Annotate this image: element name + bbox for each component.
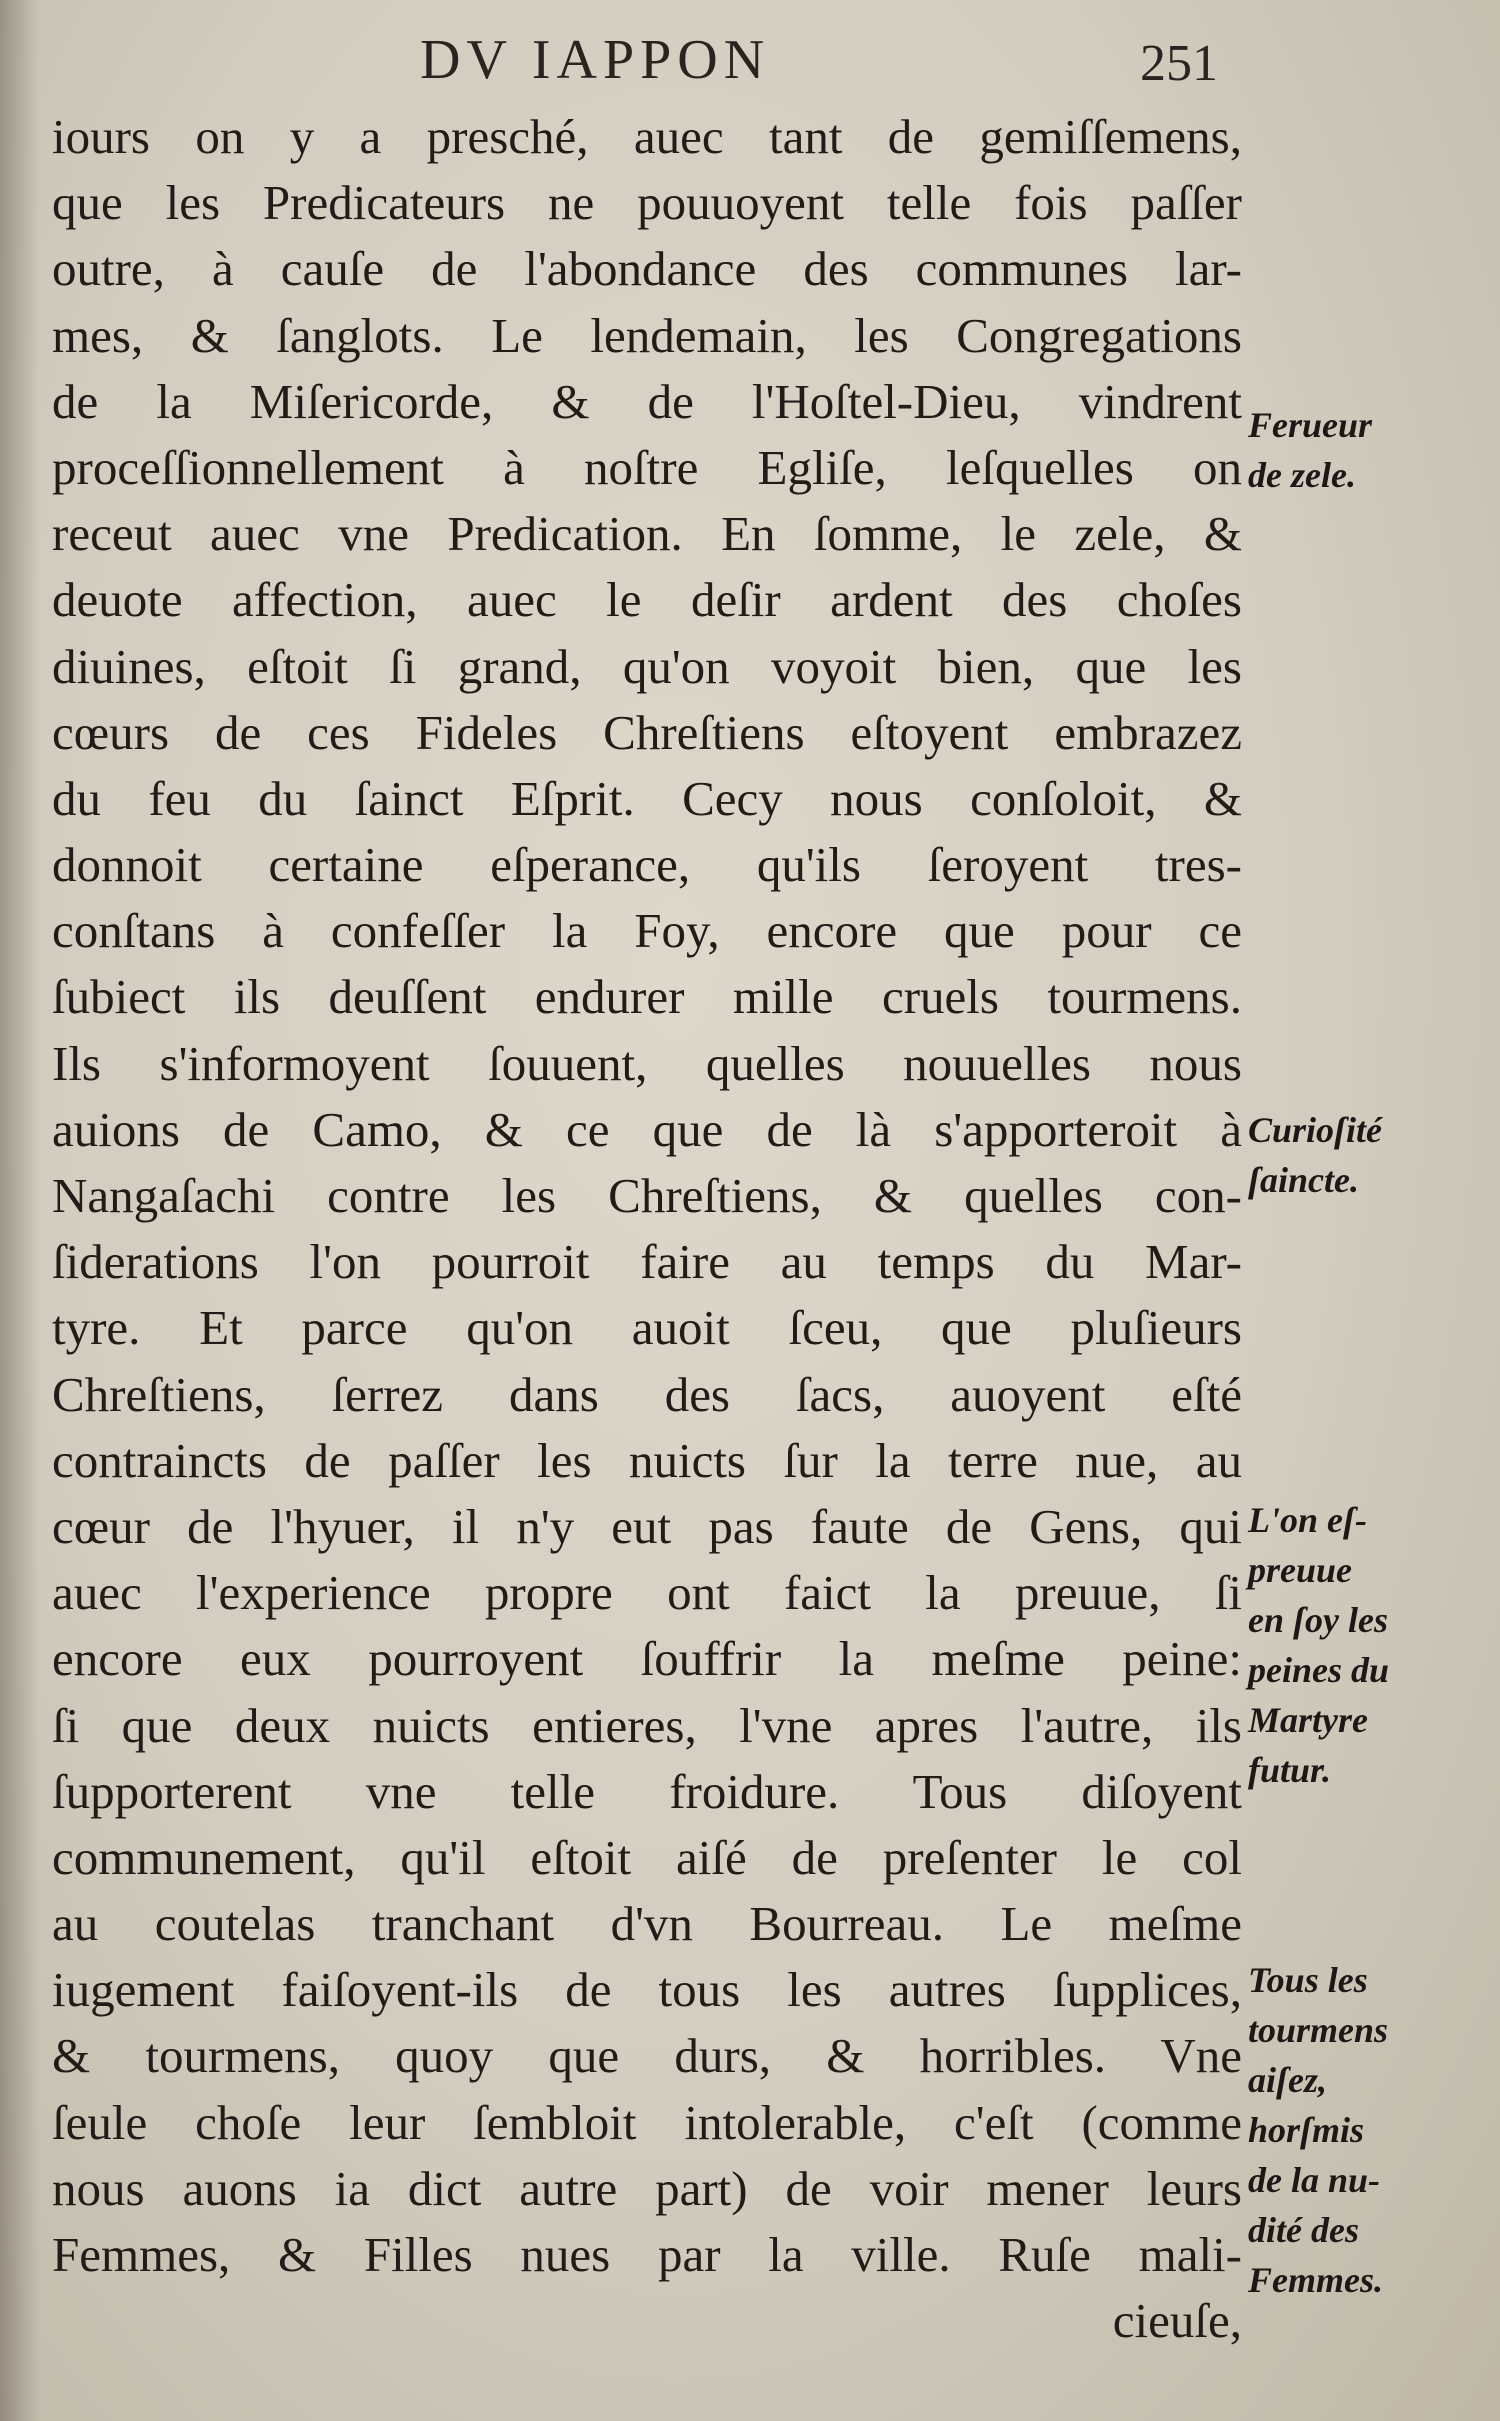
margin-note-line: dité des [1248, 2210, 1359, 2250]
margin-note-line: futur. [1248, 1750, 1332, 1790]
text-line: donnoit certaine eſperance, qu'ils ſeroyent tres- [52, 837, 1242, 893]
text-line: deuote affection, auec le deſir ardent des choſes [52, 572, 1242, 628]
margin-note-line: horſmis [1248, 2110, 1365, 2150]
text-line: tyre. Et parce qu'on auoit ſceu, que pluſieurs [52, 1300, 1242, 1356]
text-line: auions de Camo, & ce que de là s'apporteroit à [52, 1101, 1242, 1157]
text-line: du feu du ſainct Eſprit. Cecy nous conſoloit, & [52, 770, 1242, 826]
text-line: que les Predicateurs ne pouuoyent telle fois paſſer [52, 175, 1242, 231]
text-line: Femmes, & Filles nues par la ville. Ruſe mali- [52, 2227, 1242, 2282]
margin-note-line: Femmes. [1248, 2260, 1383, 2300]
page-header [0, 28, 1500, 108]
margin-note-line: Martyre [1248, 1700, 1368, 1740]
text-line: proceſſionnellement à noſtre Egliſe, leſquelles on [52, 439, 1242, 495]
page-edge-shadow [0, 0, 40, 2421]
text-line: iugement faiſoyent-ils de tous les autres ſupplices, [52, 1962, 1242, 2018]
text-line: cieuſe, [1112, 2293, 1242, 2349]
text-line: & tourmens, quoy que durs, & horribles. Vne [52, 2028, 1242, 2084]
text-line: de la Miſericorde, & de l'Hoſtel-Dieu, vindrent [52, 373, 1242, 429]
text-line: Chreſtiens, ſerrez dans des ſacs, auoyent eſté [52, 1366, 1242, 1422]
text-line: auec l'experience propre ont faict la preuue, ſi [52, 1565, 1242, 1621]
page-number: 251 [1140, 35, 1218, 92]
margin-note-line: de la nu- [1248, 2160, 1381, 2200]
body-text [52, 104, 1242, 2354]
text-line: outre, à cauſe de l'abondance des communes lar- [52, 241, 1242, 297]
text-line: iours on y a presché, auec tant de gemiſſemens, [52, 109, 1242, 164]
margin-note-line: preuue [1248, 1550, 1353, 1590]
text-line: au coutelas tranchant d'vn Bourreau. Le meſme [52, 1896, 1242, 1952]
margin-note [1248, 1495, 1418, 1795]
margin-note-line: L'on eſ- [1248, 1500, 1367, 1540]
margin-note-line: aiſez, [1248, 2060, 1327, 2100]
text-line: encore eux pourroyent ſouffrir la meſme peine: [52, 1631, 1242, 1687]
text-line: cœurs de ces Fideles Chreſtiens eſtoyent embrazez [52, 704, 1242, 760]
text-line: ſubiect ils deuſſent endurer mille cruels tourmens. [52, 969, 1242, 1025]
margin-note-line: Tous les [1248, 1960, 1368, 2000]
margin-note-line: Ferueur [1248, 405, 1373, 445]
margin-note [1248, 1955, 1418, 2305]
text-line: diuines, eſtoit ſi grand, qu'on voyoit bien, que les [52, 638, 1242, 694]
margin-note-line: peines du [1248, 1650, 1390, 1690]
text-line: receut auec vne Predication. En ſomme, le zele, & [52, 506, 1242, 562]
margin-note-line: en ſoy les [1248, 1600, 1388, 1640]
text-line: conſtans à confeſſer la Foy, encore que pour ce [52, 903, 1242, 959]
text-line: ſupporterent vne telle froidure. Tous diſoyent [52, 1763, 1242, 1819]
margin-note-line: Curioſité [1248, 1110, 1383, 1150]
text-line: cœur de l'hyuer, il n'y eut pas faute de Gens, qui [52, 1498, 1242, 1554]
text-line: communement, qu'il eſtoit aiſé de preſenter le col [52, 1829, 1242, 1885]
margin-note [1248, 400, 1418, 500]
margin-note-line: tourmens [1248, 2010, 1389, 2050]
running-title: DV IAPPON [420, 29, 771, 91]
text-line: Ils s'informoyent ſouuent, quelles nouuelles nous [52, 1035, 1242, 1091]
margin-note [1248, 1105, 1418, 1205]
margin-note-line: ſaincte. [1248, 1160, 1359, 1200]
text-line: Nangaſachi contre les Chreſtiens, & quelles con- [52, 1168, 1242, 1223]
text-line: contraincts de paſſer les nuicts ſur la terre nue, au [52, 1432, 1242, 1488]
text-line: nous auons ia dict autre part) de voir mener leurs [52, 2160, 1242, 2216]
text-line: ſeule choſe leur ſembloit intolerable, c'eſt (comme [52, 2094, 1242, 2150]
text-line: mes, & ſanglots. Le lendemain, les Congregations [52, 307, 1242, 363]
margin-note-line: de zele. [1248, 455, 1356, 495]
text-line: ſiderations l'on pourroit faire au temps du Mar- [52, 1234, 1242, 1290]
text-line: ſi que deux nuicts entieres, l'vne apres l'autre, ils [52, 1697, 1242, 1753]
